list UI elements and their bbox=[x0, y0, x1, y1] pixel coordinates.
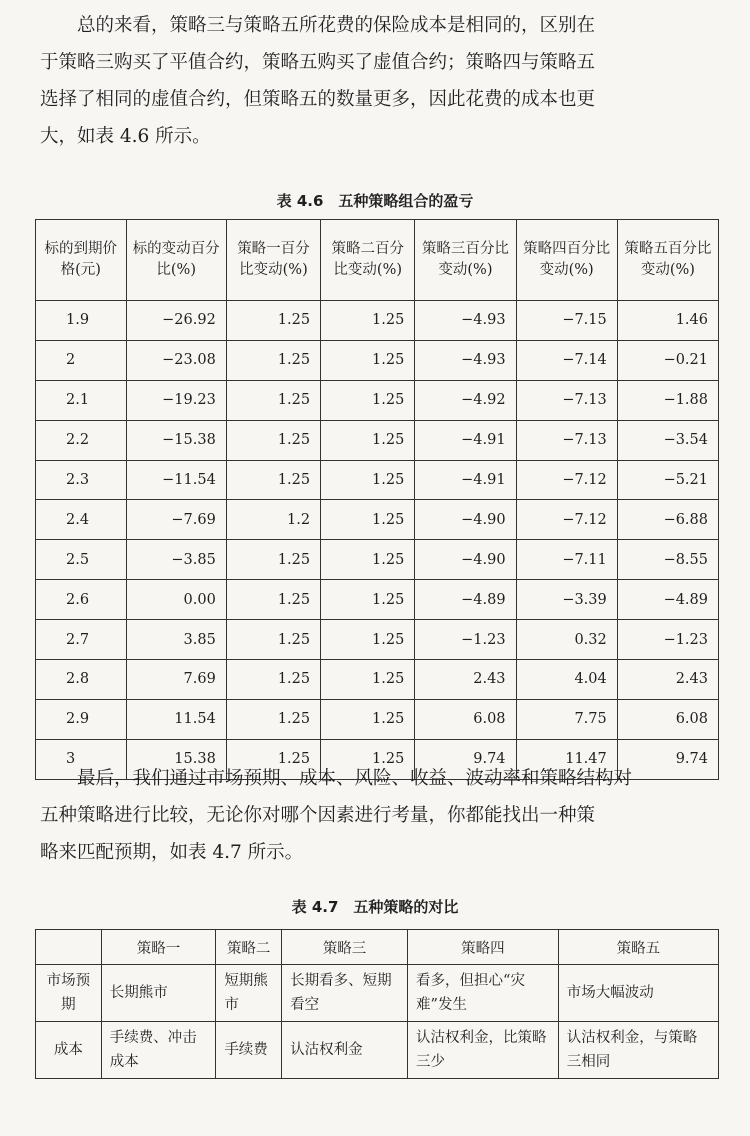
table-cell: 2 bbox=[36, 340, 127, 380]
cell-line: 与策略三相 bbox=[566, 1030, 698, 1070]
header-line: 分比变动 bbox=[539, 241, 611, 278]
header-line: (%) bbox=[170, 262, 196, 278]
table-row bbox=[36, 965, 719, 1022]
paragraph-comparison bbox=[40, 760, 720, 871]
table-cell: 9.74 bbox=[415, 739, 516, 779]
column-header: 策略五 bbox=[558, 930, 718, 965]
table-cell: 6.08 bbox=[617, 699, 718, 739]
table-cell: −11.54 bbox=[126, 460, 226, 500]
table-cell: −5.21 bbox=[617, 460, 718, 500]
table-4-7-caption: 表 4.7 五种策略的对比 bbox=[291, 898, 459, 916]
column-header: 策略一 bbox=[101, 930, 216, 965]
table-header-row bbox=[36, 930, 719, 965]
table-cell: 1.9 bbox=[36, 301, 127, 341]
header-line: 策略四百 bbox=[523, 241, 582, 257]
text-line: 于策略三购买了平值合约，策略五购买了虚值合约；策略四与策略五 bbox=[40, 52, 596, 73]
table-cell: 1.25 bbox=[321, 500, 415, 540]
table-cell: −0.21 bbox=[617, 340, 718, 380]
table-cell: −4.91 bbox=[415, 420, 516, 460]
column-header: 策略四 bbox=[408, 930, 559, 965]
table-cell: 1.25 bbox=[226, 301, 320, 341]
table-cell: 4.04 bbox=[516, 660, 617, 700]
table-row bbox=[36, 580, 719, 620]
header-line: 策略五百 bbox=[624, 241, 683, 257]
table-header-row bbox=[36, 220, 719, 301]
table-cell: −7.12 bbox=[516, 460, 617, 500]
header-line: 价格(元) bbox=[60, 241, 118, 278]
table-cell: −4.90 bbox=[415, 540, 516, 580]
column-header bbox=[226, 220, 320, 301]
table-cell: −4.93 bbox=[415, 340, 516, 380]
table-cell: 1.25 bbox=[226, 699, 320, 739]
table-cell: 7.75 bbox=[516, 699, 617, 739]
table-cell: −1.88 bbox=[617, 380, 718, 420]
table-cell: −4.93 bbox=[415, 301, 516, 341]
table-cell: 1.25 bbox=[321, 699, 415, 739]
table-cell: 1.46 bbox=[617, 301, 718, 341]
table-cell: −7.11 bbox=[516, 540, 617, 580]
table-cell: −7.12 bbox=[516, 500, 617, 540]
table-cell bbox=[558, 1022, 718, 1079]
table-cell: 1.25 bbox=[321, 739, 415, 779]
table-cell bbox=[558, 965, 718, 1022]
table-cell: −4.91 bbox=[415, 460, 516, 500]
table-cell bbox=[101, 1022, 216, 1079]
cell-line: 比策略三少 bbox=[416, 1030, 547, 1070]
table-row bbox=[36, 420, 719, 460]
table-cell: 1.25 bbox=[226, 540, 320, 580]
table-cell: 2.2 bbox=[36, 420, 127, 460]
table-cell: 2.9 bbox=[36, 699, 127, 739]
table-cell: −15.38 bbox=[126, 420, 226, 460]
table-cell: −7.13 bbox=[516, 380, 617, 420]
table-cell: 2.4 bbox=[36, 500, 127, 540]
table-cell: −8.55 bbox=[617, 540, 718, 580]
table-cell: −7.14 bbox=[516, 340, 617, 380]
table-cell bbox=[216, 1022, 282, 1079]
table-4-6-caption: 表 4.6 五种策略组合的盈亏 bbox=[276, 192, 474, 210]
table-cell bbox=[408, 1022, 559, 1079]
table-cell: −26.92 bbox=[126, 301, 226, 341]
cell-line: 短期熊市 bbox=[224, 973, 268, 1013]
table-cell: 1.25 bbox=[226, 380, 320, 420]
table-cell: 1.25 bbox=[321, 540, 415, 580]
table-row bbox=[36, 301, 719, 341]
table-cell: −4.89 bbox=[415, 580, 516, 620]
header-line: 分比变动 bbox=[333, 241, 404, 278]
header-line: 策略二百 bbox=[331, 241, 390, 257]
table-row bbox=[36, 620, 719, 660]
table-cell: −4.92 bbox=[415, 380, 516, 420]
cell-line: 认沽权利金 bbox=[290, 1042, 363, 1058]
table-cell: 2.1 bbox=[36, 380, 127, 420]
table-cell: 1.25 bbox=[226, 420, 320, 460]
table-cell: 2.7 bbox=[36, 620, 127, 660]
table-cell: −4.90 bbox=[415, 500, 516, 540]
header-line: 策略一百 bbox=[237, 241, 296, 257]
column-header: 策略三 bbox=[282, 930, 408, 965]
cell-line: 动 bbox=[639, 985, 654, 1001]
header-line: 分比变动 bbox=[239, 241, 310, 278]
table-4-7 bbox=[35, 929, 719, 1079]
table-cell: −3.85 bbox=[126, 540, 226, 580]
table-cell: −7.15 bbox=[516, 301, 617, 341]
header-line: (%) bbox=[568, 262, 594, 278]
cell-line: 市场 bbox=[46, 973, 76, 989]
header-line: (%) bbox=[467, 262, 493, 278]
table-cell: 2.8 bbox=[36, 660, 127, 700]
table-row bbox=[36, 540, 719, 580]
row-header bbox=[36, 1022, 102, 1079]
table-cell: 1.25 bbox=[321, 660, 415, 700]
table-row bbox=[36, 500, 719, 540]
column-header bbox=[36, 930, 102, 965]
table-cell: 6.08 bbox=[415, 699, 516, 739]
column-header bbox=[516, 220, 617, 301]
header-line: 百分比 bbox=[156, 241, 220, 278]
cell-line: 短期看空 bbox=[290, 973, 392, 1013]
text-line: 总的来看，策略三与策略五所花费的保险成本是相同的，区别在 bbox=[77, 15, 596, 36]
table-cell: 1.25 bbox=[321, 620, 415, 660]
table-row bbox=[36, 340, 719, 380]
cell-line: 看多，但担心 bbox=[416, 973, 504, 989]
table-cell bbox=[101, 965, 216, 1022]
cell-line: 同 bbox=[595, 1054, 611, 1070]
table-row bbox=[36, 660, 719, 700]
table-cell: 1.25 bbox=[321, 580, 415, 620]
column-header bbox=[126, 220, 226, 301]
column-header: 策略二 bbox=[216, 930, 282, 965]
table-cell: 2.6 bbox=[36, 580, 127, 620]
table-cell bbox=[282, 1022, 408, 1079]
table-cell: 1.25 bbox=[321, 380, 415, 420]
table-cell: −1.23 bbox=[415, 620, 516, 660]
table-cell: 1.25 bbox=[226, 739, 320, 779]
column-header bbox=[617, 220, 718, 301]
table-cell: 1.25 bbox=[226, 620, 320, 660]
text-line: 选择了相同的虚值合约，但策略五的数量更多，因此花费的成本也更 bbox=[40, 89, 596, 110]
header-line: (%) bbox=[669, 262, 695, 278]
table-cell: 1.25 bbox=[226, 580, 320, 620]
cell-line: 手续费、冲 bbox=[109, 1030, 183, 1046]
header-line: (%) bbox=[282, 262, 308, 278]
paragraph-summary bbox=[40, 7, 720, 155]
table-cell: 1.25 bbox=[226, 460, 320, 500]
table-cell: −3.54 bbox=[617, 420, 718, 460]
cell-line: 认沽权利金， bbox=[566, 1030, 654, 1046]
table-cell: 0.00 bbox=[126, 580, 226, 620]
text-line: 大，如表 4.6 所示。 bbox=[40, 126, 211, 147]
table-cell: 7.69 bbox=[126, 660, 226, 700]
column-header bbox=[415, 220, 516, 301]
table-cell: 2.5 bbox=[36, 540, 127, 580]
cell-line: 市场大幅波 bbox=[566, 985, 640, 1001]
cell-line: 认沽权利金， bbox=[416, 1030, 504, 1046]
cell-line: 击成本 bbox=[109, 1030, 197, 1070]
cell-line: 手续费 bbox=[224, 1042, 268, 1058]
table-cell bbox=[216, 965, 282, 1022]
table-cell: 1.25 bbox=[321, 340, 415, 380]
table-cell: 1.25 bbox=[321, 460, 415, 500]
table-cell bbox=[282, 965, 408, 1022]
table-row bbox=[36, 460, 719, 500]
table-cell: −3.39 bbox=[516, 580, 617, 620]
table-cell: −19.23 bbox=[126, 380, 226, 420]
header-line: 分比变动 bbox=[438, 241, 509, 278]
table-cell: 1.25 bbox=[321, 301, 415, 341]
table-row bbox=[36, 1022, 719, 1079]
column-header bbox=[36, 220, 127, 301]
table-row bbox=[36, 380, 719, 420]
table-cell: −7.69 bbox=[126, 500, 226, 540]
table-cell: 2.3 bbox=[36, 460, 127, 500]
cell-line: 长期看多、 bbox=[290, 973, 363, 989]
table-cell: 11.47 bbox=[516, 739, 617, 779]
cell-line: 长期熊市 bbox=[109, 985, 168, 1001]
header-line: (%) bbox=[376, 262, 402, 278]
table-cell: 9.74 bbox=[617, 739, 718, 779]
cell-line: “灾难”发生 bbox=[416, 973, 525, 1013]
text-line: 最后，我们通过市场预期、成本、风险、收益、波动率和策略结构对 bbox=[77, 768, 633, 789]
table-cell: −7.13 bbox=[516, 420, 617, 460]
table-cell bbox=[408, 965, 559, 1022]
text-line: 五种策略进行比较，无论你对哪个因素进行考量，你都能找出一种策 bbox=[40, 805, 596, 826]
table-row bbox=[36, 699, 719, 739]
table-cell: 1.25 bbox=[226, 340, 320, 380]
text-line: 略来匹配预期，如表 4.7 所示。 bbox=[40, 842, 304, 863]
table-cell: 2.43 bbox=[415, 660, 516, 700]
table-cell: 1.25 bbox=[226, 660, 320, 700]
header-line: 标的到期 bbox=[44, 241, 103, 257]
table-cell: 3 bbox=[36, 739, 127, 779]
cell-line: 预期 bbox=[61, 973, 91, 1013]
table-cell: −6.88 bbox=[617, 500, 718, 540]
table-cell: −23.08 bbox=[126, 340, 226, 380]
table-4-6 bbox=[35, 219, 719, 780]
cell-line: 成本 bbox=[53, 1042, 83, 1058]
table-cell: 2.43 bbox=[617, 660, 718, 700]
table-cell: 1.25 bbox=[321, 420, 415, 460]
table-cell: 0.32 bbox=[516, 620, 617, 660]
table-cell: 11.54 bbox=[126, 699, 226, 739]
header-line: 标的变动 bbox=[132, 241, 191, 257]
column-header bbox=[321, 220, 415, 301]
header-line: 策略三百 bbox=[421, 241, 480, 257]
header-line: 分比变动 bbox=[640, 241, 712, 278]
table-cell: 1.2 bbox=[226, 500, 320, 540]
table-cell: −1.23 bbox=[617, 620, 718, 660]
table-cell: 3.85 bbox=[126, 620, 226, 660]
table-cell: −4.89 bbox=[617, 580, 718, 620]
row-header bbox=[36, 965, 102, 1022]
table-cell: 15.38 bbox=[126, 739, 226, 779]
